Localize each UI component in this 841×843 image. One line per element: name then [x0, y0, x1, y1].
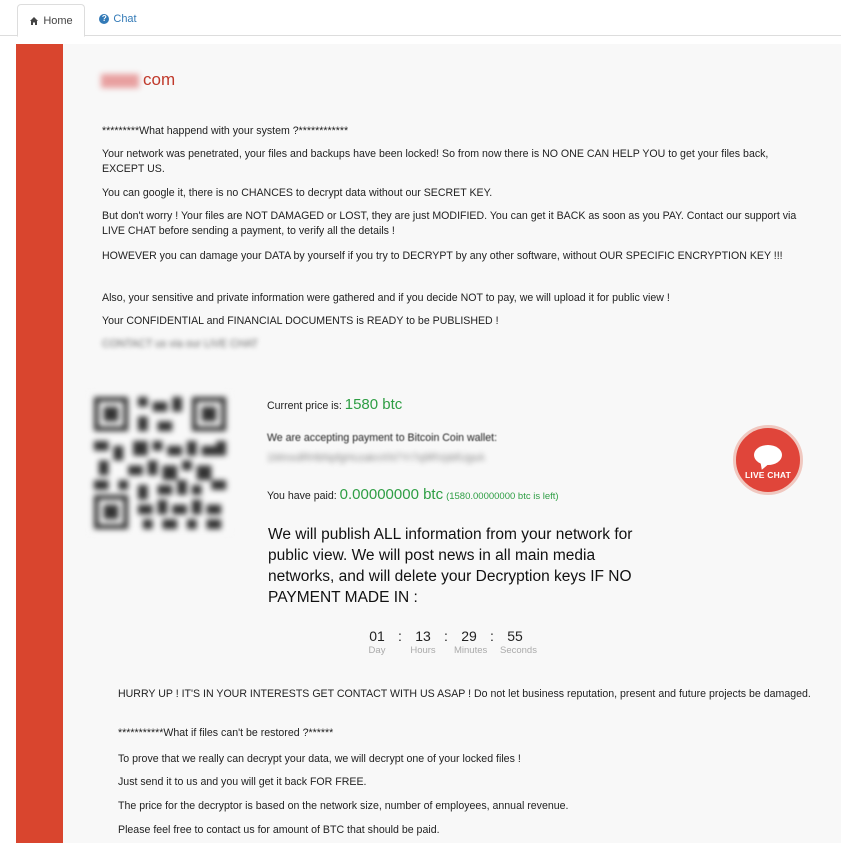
countdown-days: 01: [369, 628, 385, 644]
countdown-separator: :: [398, 628, 402, 644]
intro-paragraph: Your network was penetrated, your files and backups have been locked! So from now there is NO ONE CAN HELP YOU to get your files back, EXCEPT US.: [102, 148, 769, 175]
intro-heading: *********What happend with your system ?************: [102, 125, 349, 137]
countdown-minutes-label: Minutes: [454, 645, 488, 656]
price-label: Current price is:: [267, 400, 342, 412]
countdown-separator: :: [444, 628, 448, 644]
accent-sidebar: [16, 44, 63, 843]
paid-label: You have paid:: [267, 490, 337, 502]
paid-value: 0.00000000 btc: [339, 486, 444, 503]
paid-left: (1580.00000000 btc is left): [446, 491, 559, 502]
live-chat-label: LIVE CHAT: [744, 469, 792, 480]
price-row: [267, 396, 402, 413]
site-title: [101, 70, 175, 90]
countdown-hours-label: Hours: [410, 645, 436, 656]
tab-bar: [0, 0, 841, 36]
intro-paragraph: Your CONFIDENTIAL and FINANCIAL DOCUMENTS is READY to be PUBLISHED !: [102, 315, 499, 327]
bottom-paragraph: The price for the decryptor is based on the network size, number of employees, annual revenue.: [118, 800, 569, 812]
home-icon: [29, 16, 39, 26]
wallet-label: We are accepting payment to Bitcoin Coin wallet:: [267, 432, 498, 444]
tab-home[interactable]: [17, 4, 85, 37]
bottom-paragraph: Please feel free to contact us for amount of BTC that should be paid.: [118, 824, 440, 836]
countdown-minutes: 29: [461, 628, 477, 644]
intro-paragraph: You can google it, there is no CHANCES to decrypt data without our SECRET KEY.: [102, 187, 493, 199]
contact-line: CONTACT us via our LIVE CHAT: [102, 338, 258, 350]
tab-chat-label: Chat: [113, 13, 137, 25]
intro-paragraph: Also, your sensitive and private information were gathered and if you decide NOT to pay, we will upload it for public view !: [102, 292, 670, 304]
live-chat-button[interactable]: [733, 425, 803, 495]
wallet-address[interactable]: 1MmxdRHbNpfgHczaknXN7Yr7q9RVpbfUgsA: [267, 452, 485, 464]
tab-chat[interactable]: [90, 4, 146, 34]
publish-warning: We will publish ALL information from your network for public view. We will post news in all main media networks, and will delete your Decryption keys IF NO PAYMENT MADE IN :: [268, 526, 633, 606]
tab-home-label: Home: [43, 14, 73, 27]
chat-bubble-icon: [754, 445, 782, 465]
countdown-hours: 13: [415, 628, 431, 644]
qr-code: [89, 392, 231, 534]
paid-row: [267, 486, 559, 503]
bottom-paragraph: To prove that we really can decrypt your data, we will decrypt one of your locked files !: [118, 753, 521, 765]
intro-paragraph: But don't worry ! Your files are NOT DAMAGED or LOST, they are just MODIFIED. You can get it BACK as soon as you PAY. Contact our support via LIVE CHAT before sending a payment, to verify all the details !: [102, 210, 797, 237]
intro-paragraph: HOWEVER you can damage your DATA by yourself if you try to DECRYPT by any other software, without OUR SPECIFIC ENCRYPTION KEY !!!: [102, 250, 783, 262]
bottom-paragraph: Just send it to us and you will get it back FOR FREE.: [118, 776, 367, 788]
bottom-heading: ***********What if files can't be restored ?******: [118, 727, 334, 739]
countdown-separator: :: [490, 628, 494, 644]
countdown-timer: [362, 628, 562, 656]
price-value: 1580 btc: [344, 396, 403, 413]
site-title-suffix: com: [143, 70, 176, 89]
countdown-days-label: Day: [368, 645, 386, 656]
redacted-domain: [101, 74, 139, 88]
question-circle-icon: ?: [99, 14, 109, 24]
bottom-paragraph: HURRY UP ! IT'S IN YOUR INTERESTS GET CONTACT WITH US ASAP ! Do not let business reputation, present and future projects be damaged.: [118, 688, 811, 700]
countdown-seconds: 55: [507, 628, 523, 644]
countdown-seconds-label: Seconds: [500, 645, 537, 656]
